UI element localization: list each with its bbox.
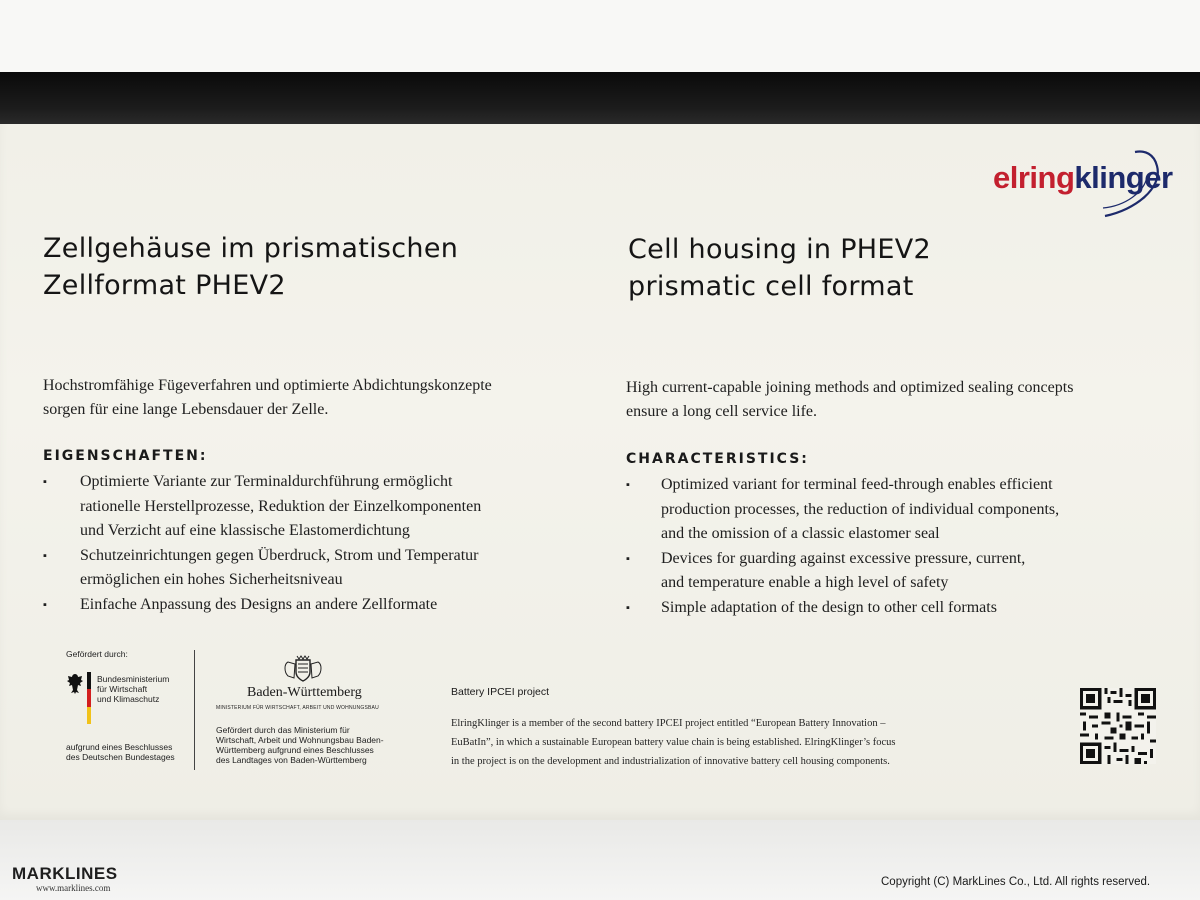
copyright-notice: Copyright (C) MarkLines Co., Ltd. All rights reserved. <box>881 876 1151 888</box>
ministry-name-line: und Klimaschutz <box>97 694 160 704</box>
divider <box>194 650 195 770</box>
german-title-line: Zellgehäuse im prismatischen <box>43 233 459 264</box>
ipcei-line: ElringKlinger is a member of the second battery IPCEI project entitled “European Battery Innovation – <box>451 718 886 729</box>
bw-funded-line: des Landtages von Baden-Württemberg <box>216 755 367 765</box>
bullet-icon: ▪ <box>626 552 630 565</box>
basis-line: des Deutschen Bundestages <box>66 752 175 762</box>
list-item <box>626 473 1059 547</box>
bullet-icon: ▪ <box>43 476 47 488</box>
bw-ministry-name: MINISTERIUM FÜR WIRTSCHAFT, ARBEIT UND WOHNUNGSBAU <box>216 705 379 711</box>
ipcei-line: in the project is on the development and industrialization of innovative battery cell housing components. <box>451 756 890 767</box>
basis-line: aufgrund eines Beschlusses <box>66 742 173 752</box>
bullet-line: Einfache Anpassung des Designs an andere Zellformate <box>80 595 438 613</box>
bullet-line: und Verzicht auf eine klassische Elastomerdichtung <box>80 522 410 539</box>
baden-wuerttemberg-crest-icon <box>278 654 328 684</box>
federal-ministry-name <box>97 674 169 704</box>
bullet-line: Schutzeinrichtungen gegen Überdruck, Strom und Temperatur <box>80 546 479 564</box>
bullet-line: rationelle Herstellprozesse, Reduktion der Einzelkomponenten <box>80 497 482 515</box>
bullet-line: production processes, the reduction of individual components, <box>661 500 1060 518</box>
english-bullet-list <box>626 473 1059 620</box>
english-intro-line: High current-capable joining methods and optimized sealing concepts <box>626 379 1074 396</box>
ipcei-line: EuBatIn”, in which a sustainable European battery value chain is being established. ElringKlinger’s focus <box>451 737 896 748</box>
bullet-line: and the omission of a classic elastomer seal <box>661 525 940 542</box>
list-item <box>43 593 481 618</box>
list-item <box>626 547 1059 596</box>
german-intro <box>43 374 492 422</box>
bullet-line: ermöglichen ein hohes Sicherheitsniveau <box>80 571 343 588</box>
bullet-line: Optimized variant for terminal feed-through enables efficient <box>661 476 1053 493</box>
background-wall <box>0 0 1200 75</box>
bullet-line: Optimierte Variante zur Terminaldurchführung ermöglicht <box>80 473 453 490</box>
english-title-line: prismatic cell format <box>628 271 914 302</box>
english-title-line: Cell housing in PHEV2 <box>628 234 931 265</box>
ministry-name-line: für Wirtschaft <box>97 684 148 694</box>
bullet-icon: ▪ <box>43 549 47 562</box>
logo-text-elring: elring <box>993 160 1075 195</box>
marklines-logo: MARKLINES <box>12 864 118 883</box>
english-intro <box>626 376 1073 424</box>
english-intro-line: ensure a long cell service life. <box>626 403 818 420</box>
german-title-line: Zellformat PHEV2 <box>43 270 286 301</box>
bw-funded-line: Wirtschaft, Arbeit und Wohnungsbau Baden- <box>216 735 384 745</box>
qr-code-icon <box>1080 688 1156 764</box>
federal-basis-text <box>66 742 175 762</box>
federal-eagle-icon <box>66 672 84 694</box>
bw-funded-text <box>216 725 384 765</box>
german-title <box>43 230 458 304</box>
german-flag-bars <box>87 672 91 724</box>
bw-funded-line: Württemberg aufgrund eines Beschlusses <box>216 745 374 755</box>
bullet-line: Simple adaptation of the design to other cell formats <box>661 598 997 616</box>
bw-funded-line: Gefördert durch das Ministerium für <box>216 725 350 735</box>
bullet-icon: ▪ <box>626 601 630 614</box>
german-intro-line: Hochstromfähige Fügeverfahren und optimierte Abdichtungskonzepte <box>43 377 492 394</box>
ipcei-description <box>451 714 895 771</box>
elringklinger-logo <box>985 148 1173 220</box>
ministry-name-line: Bundesministerium <box>97 674 170 684</box>
english-heading: CHARACTERISTICS: <box>626 451 809 467</box>
marklines-url: www.marklines.com <box>36 883 111 893</box>
list-item <box>43 470 481 544</box>
bullet-icon: ▪ <box>43 598 47 611</box>
ipcei-title: Battery IPCEI project <box>451 686 550 698</box>
german-intro-line: sorgen für eine lange Lebensdauer der Zelle. <box>43 401 329 418</box>
german-heading: EIGENSCHAFTEN: <box>43 448 208 464</box>
funded-by-label: Gefördert durch: <box>66 649 128 659</box>
sign-top-band <box>0 72 1200 124</box>
background-floor <box>0 820 1200 900</box>
english-title <box>628 231 931 305</box>
bullet-line: Devices for guarding against excessive pressure, current, <box>661 549 1026 567</box>
baden-wuerttemberg-name: Baden-Württemberg <box>247 685 362 700</box>
bullet-icon: ▪ <box>626 479 630 491</box>
german-bullet-list <box>43 470 481 617</box>
bullet-line: and temperature enable a high level of safety <box>661 574 949 591</box>
list-item <box>626 596 1059 621</box>
logo-text-klinger: klinger <box>1074 160 1173 195</box>
list-item <box>43 544 481 593</box>
